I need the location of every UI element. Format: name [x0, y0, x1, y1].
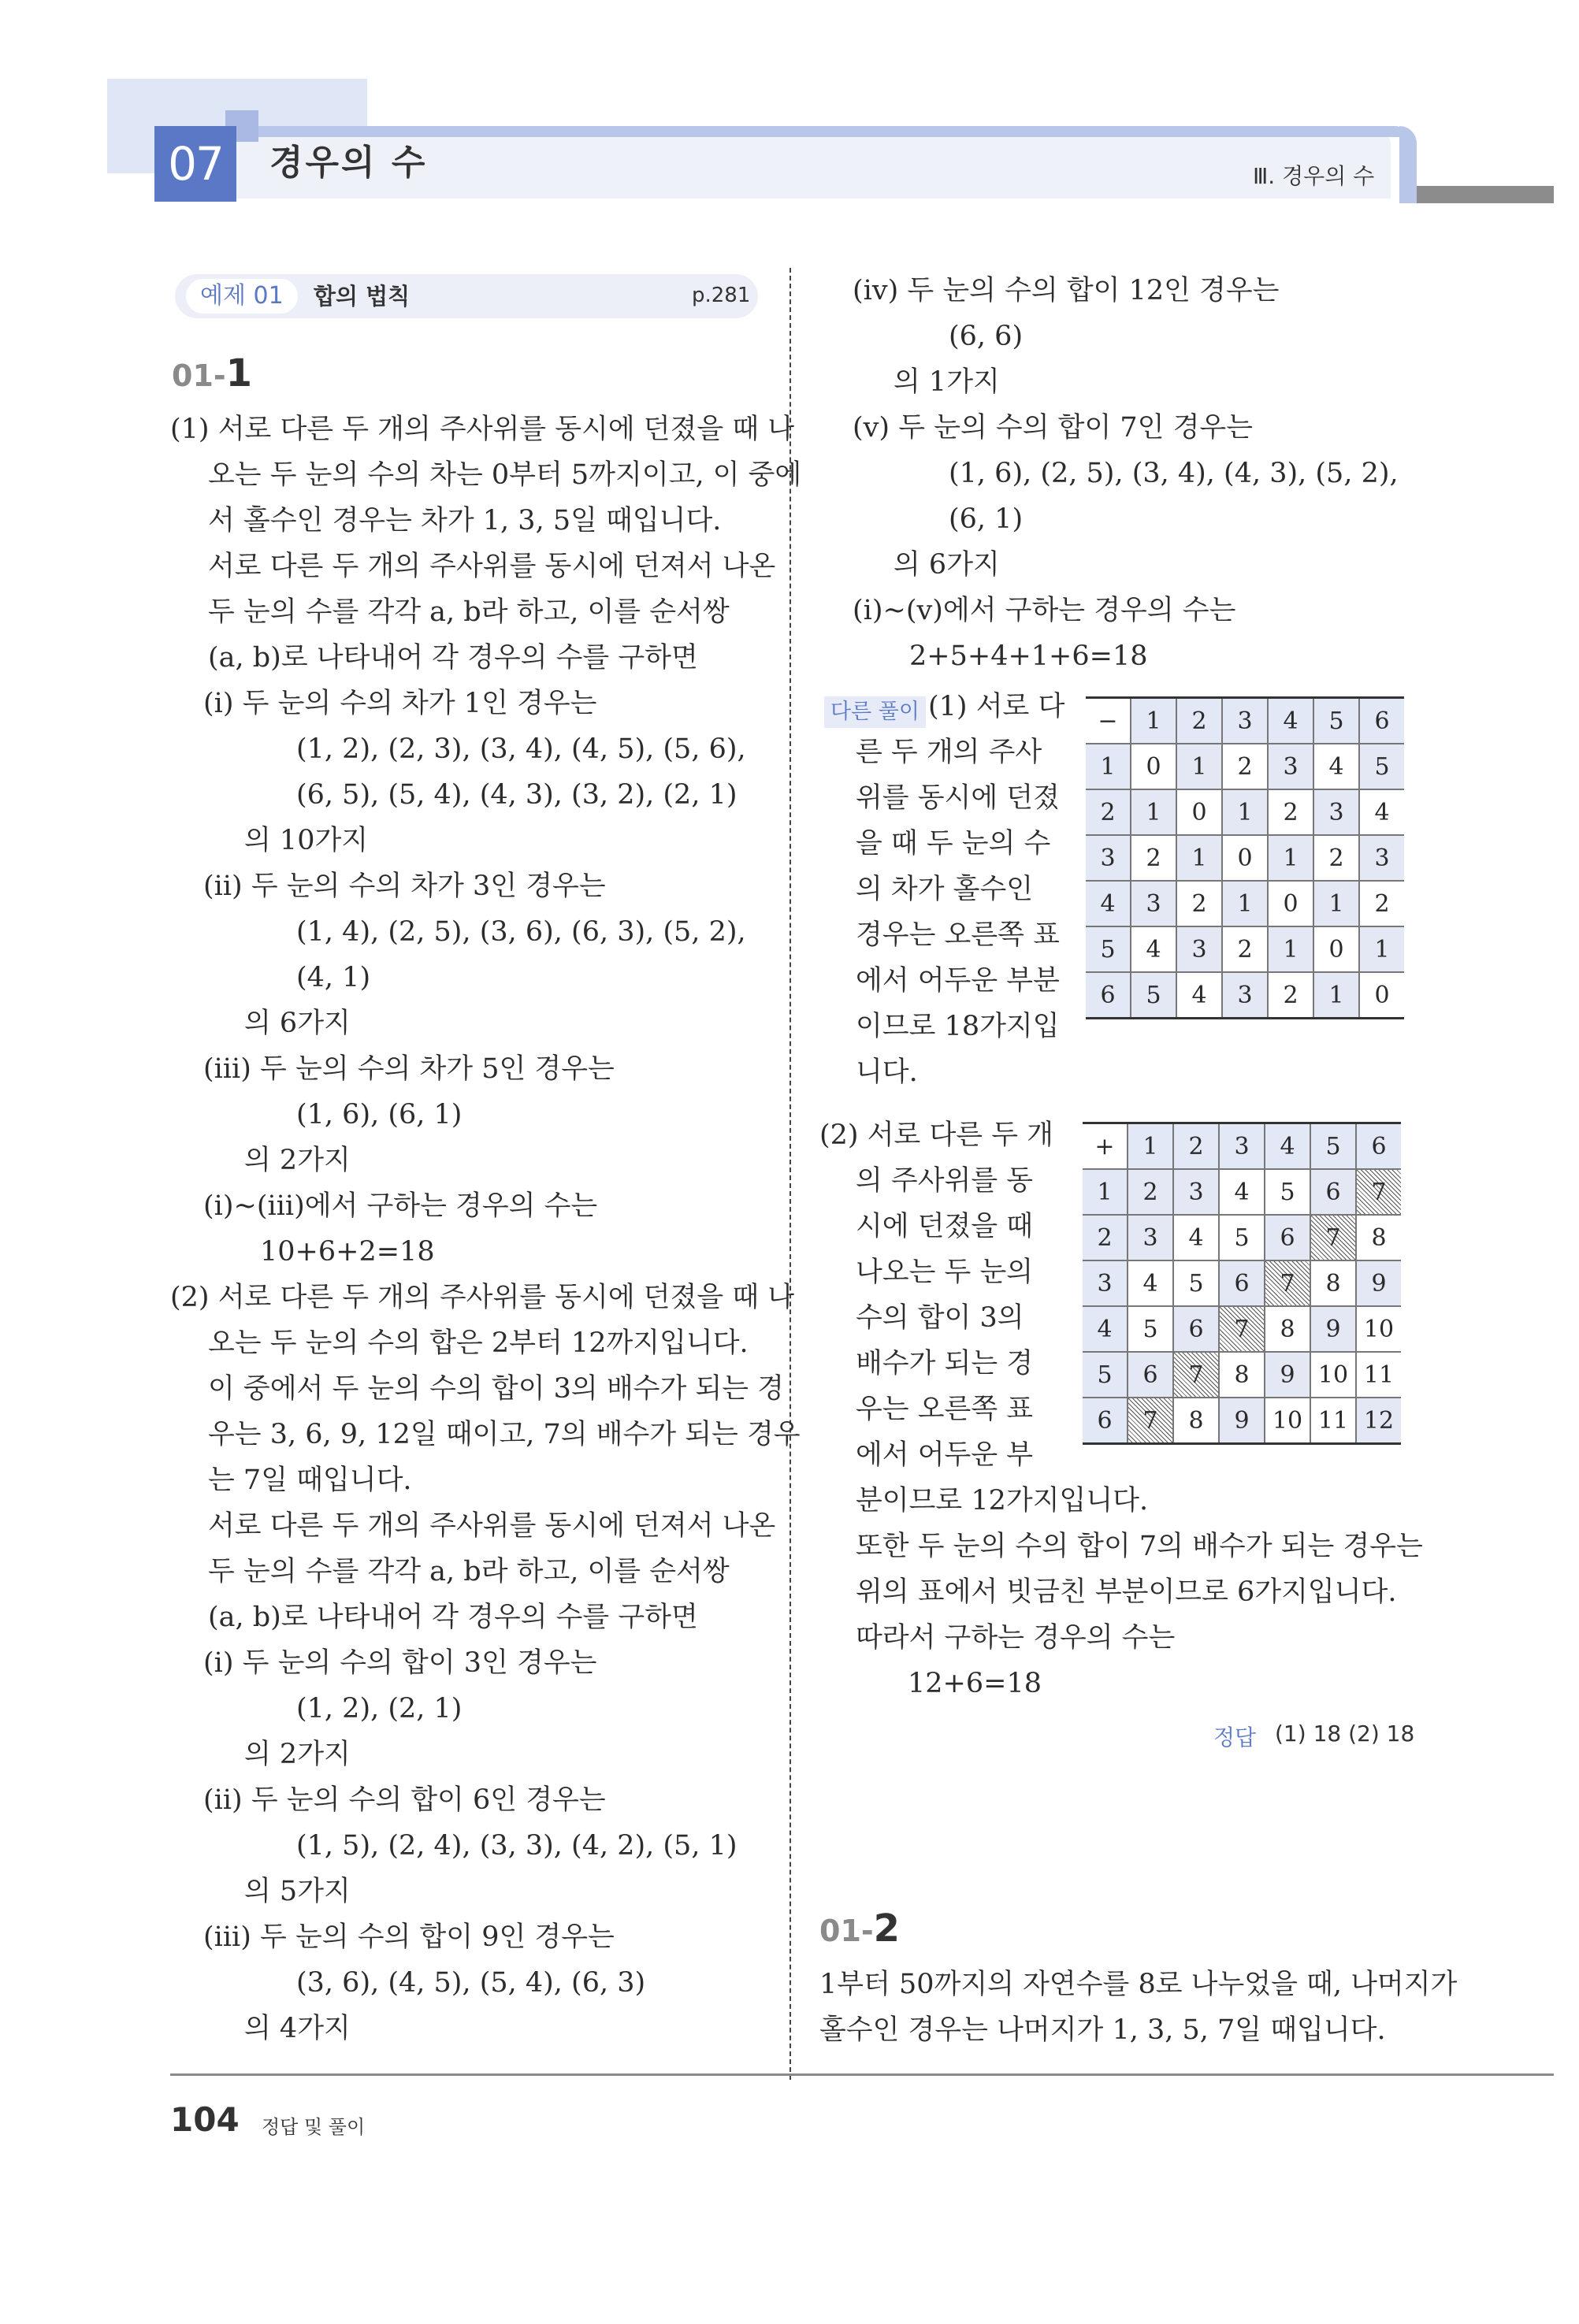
text-line: (ⅰ) 두 눈의 수의 합이 3인 경우는: [203, 1647, 597, 1679]
equation: 12+6=18: [908, 1668, 1042, 1699]
text-line: 배수가 되는 경: [856, 1348, 1034, 1379]
table-cell: 2: [1173, 1123, 1219, 1170]
problem-heading: [819, 1906, 900, 1951]
table-cell: 0: [1176, 789, 1222, 835]
table-row: [1086, 926, 1404, 972]
table-cell: 4: [1086, 881, 1131, 926]
table-cell: 4: [1265, 1123, 1310, 1170]
chapter-number: 07: [154, 126, 236, 202]
text-line: 에서 어두운 부분: [856, 965, 1060, 997]
table-cell: 10: [1265, 1398, 1310, 1444]
table-cell: 6: [1356, 1123, 1401, 1170]
header-gray-bar: [1417, 186, 1554, 203]
table-cell: 3: [1313, 789, 1359, 835]
table-cell: 1: [1222, 881, 1268, 926]
footer-label: 정답 및 풀이: [262, 2116, 366, 2138]
table-cell: 8: [1219, 1352, 1265, 1398]
table-cell: 2: [1268, 972, 1313, 1019]
table-row: [1083, 1169, 1401, 1215]
table-row: [1086, 744, 1404, 789]
text-line: 의 차가 홀수인: [856, 874, 1034, 905]
table-row: [1086, 881, 1404, 926]
table-cell: 1: [1222, 789, 1268, 835]
table-cell: 8: [1310, 1260, 1356, 1306]
table-cell: 3: [1222, 972, 1268, 1019]
table-cell: 7: [1356, 1169, 1401, 1215]
table-cell: 7: [1219, 1306, 1265, 1352]
table-cell: 4: [1219, 1169, 1265, 1215]
text-line: (6, 5), (5, 4), (4, 3), (3, 2), (2, 1): [296, 779, 737, 811]
text-line: (1, 2), (2, 3), (3, 4), (4, 5), (5, 6),: [296, 733, 746, 765]
text-line: (1, 2), (2, 1): [296, 1693, 463, 1724]
table-cell: 3: [1086, 835, 1131, 881]
text-line: 의 주사위를 동: [856, 1165, 1034, 1197]
table-cell: 3: [1131, 881, 1176, 926]
text-line: 오는 두 눈의 수의 합은 2부터 12까지입니다.: [208, 1327, 749, 1359]
table-row: [1083, 1306, 1401, 1352]
table-cell: 3: [1219, 1123, 1265, 1170]
table-cell: 5: [1219, 1215, 1265, 1260]
table-cell: 4: [1173, 1215, 1219, 1260]
text-line: 의 2가지: [244, 1145, 351, 1176]
table-cell: 6: [1083, 1398, 1128, 1444]
table-cell: 1: [1176, 835, 1222, 881]
table-cell: 3: [1268, 744, 1313, 789]
table-cell: 3: [1173, 1169, 1219, 1215]
table-cell: 2: [1176, 698, 1222, 744]
table-row: [1086, 972, 1404, 1019]
table-cell: 3: [1128, 1215, 1173, 1260]
equation: 2+5+4+1+6=18: [909, 640, 1148, 672]
text-line: 을 때 두 눈의 수: [856, 828, 1051, 859]
table-cell: 0: [1131, 744, 1176, 789]
text-line: 오는 두 눈의 수의 차는 0부터 5까지이고, 이 중에: [208, 459, 802, 491]
alt-solution-tag: 다른 풀이: [824, 696, 926, 728]
table-cell: 3: [1359, 835, 1404, 881]
table-cell: 5: [1310, 1123, 1356, 1170]
table-cell: 2: [1313, 835, 1359, 881]
table-cell: 5: [1131, 972, 1176, 1019]
table-header-row: [1086, 698, 1404, 744]
table-cell: 10: [1356, 1306, 1401, 1352]
problem-prefix: 01-: [172, 358, 226, 393]
table-cell: 4: [1128, 1260, 1173, 1306]
text-line: 는 7일 때입니다.: [208, 1465, 412, 1496]
table-cell: 8: [1356, 1215, 1401, 1260]
table-row: [1083, 1260, 1401, 1306]
table-cell: 8: [1265, 1306, 1310, 1352]
difference-table: [1086, 696, 1404, 1019]
text-line: 나오는 두 눈의: [856, 1257, 1034, 1288]
table-cell: 5: [1083, 1352, 1128, 1398]
text-line: 1부터 50까지의 자연수를 8로 나누었을 때, 나머지가: [819, 1969, 1458, 2000]
table-cell: 1: [1128, 1123, 1173, 1170]
text-line: (ⅲ) 두 눈의 수의 차가 5인 경우는: [203, 1053, 615, 1085]
table-cell: 8: [1173, 1398, 1219, 1444]
text-line: (a, b)로 나타내어 각 경우의 수를 구하면: [208, 642, 698, 674]
table-cell: 5: [1173, 1260, 1219, 1306]
table-cell: 7: [1265, 1260, 1310, 1306]
table-cell: 2: [1176, 881, 1222, 926]
table-cell: 2: [1128, 1169, 1173, 1215]
column-divider: [790, 268, 791, 2080]
table-cell: 2: [1086, 789, 1131, 835]
problem-prefix: 01-: [819, 1914, 874, 1948]
text-line: 홀수인 경우는 나머지가 1, 3, 5, 7일 때입니다.: [819, 2014, 1386, 2046]
problem-heading: [172, 351, 252, 395]
text-line: 의 2가지: [244, 1739, 351, 1770]
text-line: 서 홀수인 경우는 차가 1, 3, 5일 때입니다.: [208, 505, 722, 536]
table-cell: 6: [1173, 1306, 1219, 1352]
table-cell: 9: [1219, 1398, 1265, 1444]
section-reference: Ⅲ. 경우의 수: [1253, 163, 1375, 189]
table-cell: 2: [1083, 1215, 1128, 1260]
table-cell: 4: [1083, 1306, 1128, 1352]
table-cell: 0: [1222, 835, 1268, 881]
text-line: 위의 표에서 빗금친 부분이므로 6가지입니다.: [856, 1576, 1397, 1608]
table-cell: 12: [1356, 1398, 1401, 1444]
table-cell: 6: [1128, 1352, 1173, 1398]
example-label: 예제 01: [186, 279, 298, 314]
table-cell: 7: [1310, 1215, 1356, 1260]
table-cell: 2: [1131, 835, 1176, 881]
text-line: (ⅰ)~(ⅲ)에서 구하는 경우의 수는: [203, 1190, 598, 1222]
chapter-title: 경우의 수: [269, 143, 428, 183]
table-row: [1083, 1398, 1401, 1444]
table-cell: 4: [1313, 744, 1359, 789]
table-cell: 2: [1222, 744, 1268, 789]
text-line: (2) 서로 다른 두 개: [819, 1119, 1053, 1151]
sum-table: [1083, 1122, 1401, 1445]
example-page-ref: p.281: [692, 284, 751, 307]
text-line: (3, 6), (4, 5), (5, 4), (6, 3): [296, 1967, 646, 1999]
problem-number: 1: [225, 351, 253, 395]
table-cell: 1: [1313, 972, 1359, 1019]
text-line: 니다.: [856, 1056, 918, 1088]
table-cell: 11: [1356, 1352, 1401, 1398]
table-cell: 5: [1359, 744, 1404, 789]
header-rule-end: [1399, 126, 1417, 203]
text-line: 분이므로 12가지입니다.: [856, 1485, 1149, 1517]
table-cell: 3: [1176, 926, 1222, 972]
table-cell: 1: [1083, 1169, 1128, 1215]
table-cell: 2: [1268, 789, 1313, 835]
text-line: (1, 4), (2, 5), (3, 6), (6, 3), (5, 2),: [296, 916, 746, 948]
table-cell: 6: [1219, 1260, 1265, 1306]
table-cell: 2: [1222, 926, 1268, 972]
text-line: (ⅴ) 두 눈의 수의 합이 7인 경우는: [853, 412, 1254, 444]
table-cell: 0: [1268, 881, 1313, 926]
table-cell: 1: [1131, 698, 1176, 744]
answer-value: (1) 18 (2) 18: [1275, 1721, 1415, 1747]
text-line: 수의 합이 3의: [856, 1302, 1024, 1334]
table-cell: 5: [1086, 926, 1131, 972]
text-line: (1, 6), (6, 1): [296, 1099, 463, 1130]
text-line: (ⅰ)~(ⅴ)에서 구하는 경우의 수는: [853, 595, 1236, 626]
example-title: 합의 법칙: [314, 283, 411, 310]
table-cell: −: [1086, 698, 1131, 744]
problem-number: 2: [873, 1906, 901, 1951]
table-cell: 0: [1313, 926, 1359, 972]
text-line: 우는 3, 6, 9, 12일 때이고, 7의 배수가 되는 경우: [208, 1419, 801, 1450]
text-line: 서로 다른 두 개의 주사위를 동시에 던져서 나온: [208, 551, 776, 582]
table-cell: 4: [1131, 926, 1176, 972]
table-cell: 9: [1356, 1260, 1401, 1306]
footer-rule: [170, 2073, 1554, 2076]
text-line: 의 10가지: [244, 825, 369, 856]
text-line: 시에 던졌을 때: [856, 1211, 1034, 1242]
text-line: 두 눈의 수를 각각 a, b라 하고, 이를 순서쌍: [208, 1556, 730, 1587]
text-line: 위를 동시에 던졌: [856, 782, 1060, 814]
text-line: 이므로 18가지입: [856, 1011, 1060, 1042]
table-cell: 1: [1176, 744, 1222, 789]
table-cell: 4: [1359, 789, 1404, 835]
text-line: (1) 서로 다: [928, 691, 1065, 722]
table-cell: 0: [1359, 972, 1404, 1019]
table-cell: 5: [1128, 1306, 1173, 1352]
text-line: (ⅲ) 두 눈의 수의 합이 9인 경우는: [203, 1921, 615, 1953]
table-cell: 10: [1310, 1352, 1356, 1398]
text-line: (1, 6), (2, 5), (3, 4), (4, 3), (5, 2),: [949, 458, 1399, 489]
table-header-row: [1083, 1123, 1401, 1170]
table-row: [1083, 1215, 1401, 1260]
text-line: 의 1가지: [894, 366, 1000, 398]
table-cell: 6: [1310, 1169, 1356, 1215]
text-line: (ⅳ) 두 눈의 수의 합이 12인 경우는: [853, 275, 1280, 306]
table-cell: 5: [1265, 1169, 1310, 1215]
table-cell: 1: [1313, 881, 1359, 926]
table-cell: 7: [1173, 1352, 1219, 1398]
table-cell: 3: [1083, 1260, 1128, 1306]
table-cell: 1: [1131, 789, 1176, 835]
table-cell: 9: [1310, 1306, 1356, 1352]
table-cell: 7: [1128, 1398, 1173, 1444]
table-cell: 2: [1359, 881, 1404, 926]
equation: 10+6+2=18: [260, 1236, 435, 1268]
table-row: [1083, 1352, 1401, 1398]
text-line: (1) 서로 다른 두 개의 주사위를 동시에 던졌을 때 나: [170, 414, 795, 445]
table-cell: 1: [1268, 835, 1313, 881]
table-row: [1086, 835, 1404, 881]
text-line: (6, 1): [949, 503, 1024, 535]
text-line: 따라서 구하는 경우의 수는: [856, 1622, 1176, 1654]
table-cell: 5: [1313, 698, 1359, 744]
text-line: 서로 다른 두 개의 주사위를 동시에 던져서 나온: [208, 1510, 776, 1542]
table-row: [1086, 789, 1404, 835]
table-cell: 9: [1265, 1352, 1310, 1398]
text-line: (4, 1): [296, 962, 371, 993]
text-line: 의 5가지: [244, 1876, 351, 1907]
table-cell: 6: [1086, 972, 1131, 1019]
text-line: 의 6가지: [894, 549, 1000, 581]
text-line: 경우는 오른쪽 표: [856, 919, 1060, 951]
text-line: 이 중에서 두 눈의 수의 합이 3의 배수가 되는 경: [208, 1373, 784, 1405]
text-line: (1, 5), (2, 4), (3, 3), (4, 2), (5, 1): [296, 1830, 737, 1862]
table-cell: 1: [1268, 926, 1313, 972]
text-line: (a, b)로 나타내어 각 경우의 수를 구하면: [208, 1602, 698, 1633]
answer-label: 정답: [1213, 1724, 1257, 1750]
text-line: 에서 어두운 부: [856, 1439, 1034, 1471]
text-line: (ⅱ) 두 눈의 수의 합이 6인 경우는: [203, 1784, 606, 1816]
table-cell: 3: [1222, 698, 1268, 744]
table-cell: 6: [1265, 1215, 1310, 1260]
text-line: 두 눈의 수를 각각 a, b라 하고, 이를 순서쌍: [208, 596, 730, 628]
text-line: (ⅰ) 두 눈의 수의 차가 1인 경우는: [203, 688, 597, 719]
text-line: (6, 6): [949, 321, 1024, 352]
text-line: 의 4가지: [244, 2013, 351, 2044]
table-cell: +: [1083, 1123, 1128, 1170]
text-line: (ⅱ) 두 눈의 수의 차가 3인 경우는: [203, 871, 606, 902]
text-line: 우는 오른쪽 표: [856, 1394, 1034, 1425]
text-line: 의 6가지: [244, 1008, 351, 1039]
table-cell: 11: [1310, 1398, 1356, 1444]
table-cell: 4: [1268, 698, 1313, 744]
page-number: 104: [170, 2100, 240, 2139]
table-cell: 4: [1176, 972, 1222, 1019]
text-line: 른 두 개의 주사: [856, 737, 1042, 768]
table-cell: 1: [1086, 744, 1131, 789]
table-cell: 1: [1359, 926, 1404, 972]
text-line: 또한 두 눈의 수의 합이 7의 배수가 되는 경우는: [856, 1531, 1423, 1562]
table-cell: 6: [1359, 698, 1404, 744]
text-line: (2) 서로 다른 두 개의 주사위를 동시에 던졌을 때 나: [170, 1282, 795, 1313]
